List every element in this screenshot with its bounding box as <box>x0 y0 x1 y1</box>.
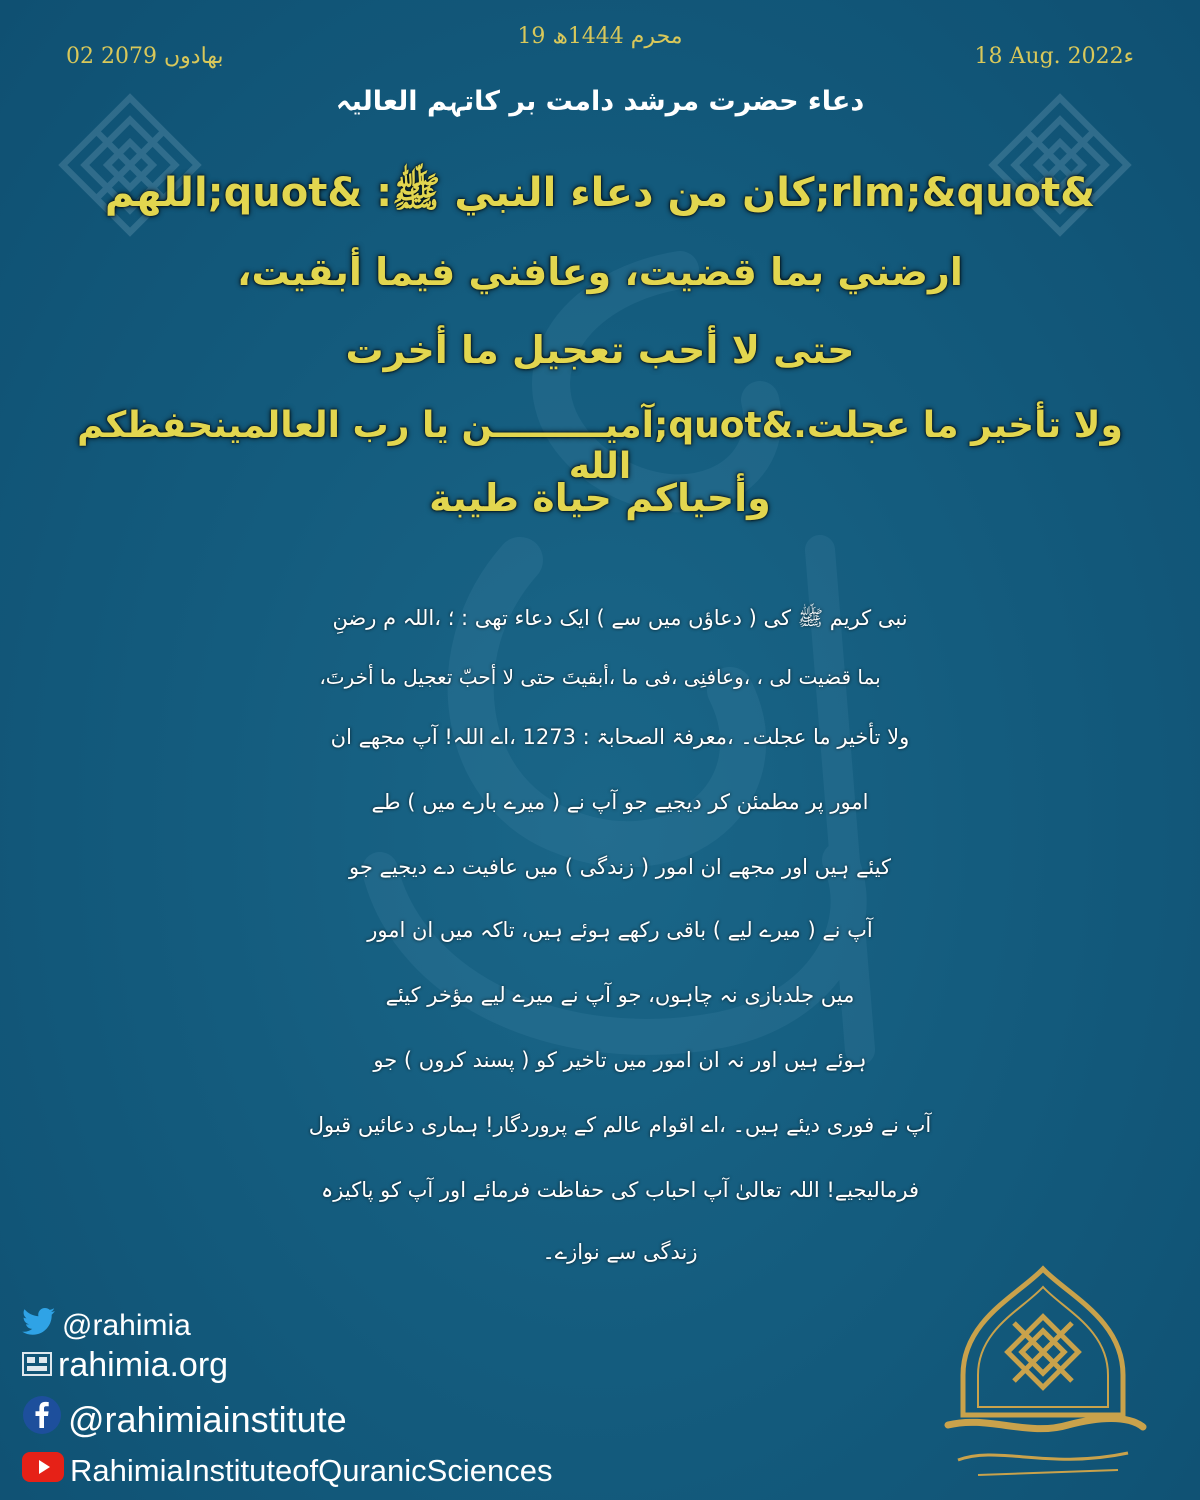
bikram-date: 02 بھادوں 2079 <box>66 44 224 69</box>
web-icon <box>22 1346 52 1385</box>
website-text: rahimia.org <box>58 1346 229 1384</box>
arabic-line-2: ارضني بما قضيت، وعافني فيما أبقيت، <box>237 250 963 294</box>
urdu-line-7: میں جلدبازی نہ چاہوں، جو آپ نے میرے لیے مؤخر کیئے <box>385 983 855 1007</box>
arabic-line-5: وأحياكم حياة طيبة <box>429 476 771 520</box>
twitter-handle-text: @rahimia <box>62 1309 191 1342</box>
facebook-icon <box>22 1395 62 1444</box>
urdu-line-2: بما قضیت لی ، ،وعافنِی ،فی ما ،أبقیتَ حتی لا أحبّ تعجیل ما أخرتَ، <box>319 665 881 689</box>
facebook-handle[interactable] <box>22 1395 347 1444</box>
facebook-text: @rahimiainstitute <box>68 1398 347 1440</box>
website-link[interactable] <box>22 1346 228 1385</box>
urdu-line-9: آپ نے فوری دیئے ہیں۔ ،اے اقوام عالم کے پروردگار! ہماری دعائیں قبول <box>308 1113 932 1137</box>
urdu-line-6: آپ نے ( میرے لیے ) باقی رکھے ہوئے ہیں، تاکہ میں ان امور <box>367 918 873 942</box>
urdu-line-3: ولا تأخیر ما عجلت۔ ،معرفۃ الصحابۃ : 1273 ،اے اللہ! آپ مجھے ان <box>330 725 910 749</box>
arabic-line-3: حتى لا أحب تعجيل ما أخرت <box>345 328 855 372</box>
urdu-line-5: کیئے ہیں اور مجھے ان امور ( زندگی ) میں عافیت دے دیجیے جو <box>349 855 891 879</box>
arabic-line-4: ولا تأخير ما عجلت.&quot;آمیـــــــــن یا رب العالمینحفظكم الله <box>77 405 1123 487</box>
arabic-line-1: &rlm;&quot;كان من دعاء النبي ﷺ: &quot;اللهم <box>104 170 1096 216</box>
gregorian-date: 18 Aug. 2022ء <box>974 44 1134 69</box>
urdu-line-11: زندگی سے نوازے۔ <box>542 1240 698 1264</box>
twitter-handle[interactable] <box>22 1308 191 1344</box>
institute-logo <box>918 1265 1168 1485</box>
twitter-icon <box>22 1308 56 1344</box>
youtube-channel[interactable] <box>22 1452 552 1490</box>
youtube-icon <box>22 1452 64 1490</box>
urdu-line-1: نبی کریم ﷺ کی ( دعاؤں میں سے ) ایک دعاء تھی : ؛ ،اللہ م رضنِ <box>332 606 908 630</box>
page-title: دعاء حضرت مرشد دامت بر کاتہم العالیہ <box>335 86 865 117</box>
hijri-date: 19 محرم 1444ھ <box>517 24 683 49</box>
urdu-line-10: فرمالیجیے! اللہ تعالیٰ آپ احباب کی حفاظت فرمائے اور آپ کو پاکیزہ <box>320 1178 920 1202</box>
youtube-text: RahimiaInstituteofQuranicSciences <box>70 1453 553 1488</box>
urdu-line-8: ہوئے ہیں اور نہ ان امور میں تاخیر کو ( پسند کروں ) جو <box>373 1048 867 1072</box>
urdu-line-4: امور پر مطمئن کر دیجیے جو آپ نے ( میرے بارے میں ) طے <box>371 790 869 814</box>
